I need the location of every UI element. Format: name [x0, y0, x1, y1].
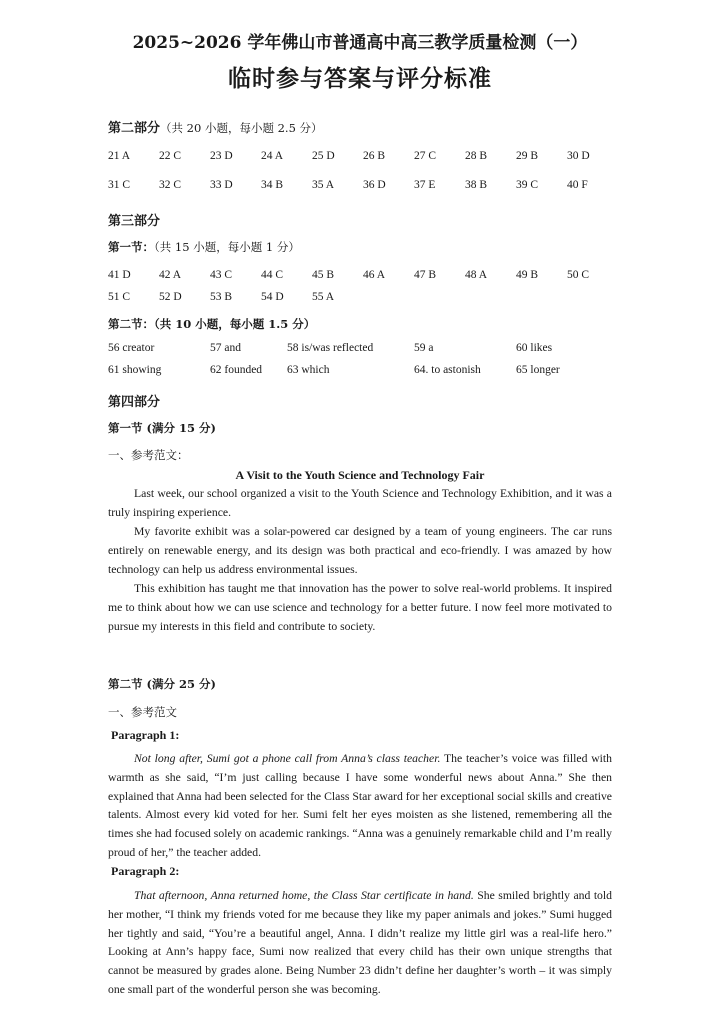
- part4-sec2-heading: 第二节 (满分 25 分): [108, 677, 216, 691]
- answer-item: 53 B: [210, 291, 233, 303]
- answer-item: 39 C: [516, 179, 539, 191]
- part2-heading: [108, 117, 323, 136]
- essay-title: A Visit to the Youth Science and Technology Fair: [235, 468, 485, 482]
- answer-item: 30 D: [567, 150, 590, 162]
- paragraph2-title: Paragraph 2:: [111, 864, 180, 878]
- answer-item: 48 A: [465, 269, 488, 281]
- part4-sec1-heading: 第一节 (满分 15 分): [108, 421, 216, 435]
- answer-item: 52 D: [159, 291, 182, 303]
- answer-item: 44 C: [261, 269, 284, 281]
- paragraph1-lead: Not long after, Sumi got a phone call from Anna’s class teacher.: [134, 752, 441, 765]
- part3-sec2-row-2: [108, 364, 628, 380]
- answer-item: 28 B: [465, 150, 488, 162]
- answer-item: 35 A: [312, 179, 335, 191]
- answer-item: 57 and: [210, 342, 241, 354]
- part3-sec1-heading: [108, 239, 300, 255]
- answer-item: 40 F: [567, 179, 588, 191]
- part3-answer-row-2: [108, 291, 628, 307]
- answer-item: 54 D: [261, 291, 284, 303]
- essay-paragraph: Last week, our school organized a visit to the Youth Science and Technology Exhibition, and it was a truly inspiring experience.: [108, 487, 612, 519]
- answer-item: 26 B: [363, 150, 386, 162]
- part4-heading: 第四部分: [108, 395, 161, 410]
- exam-title: 2025~2026 学年佛山市普通高中高三教学质量检测（一）: [132, 33, 588, 53]
- answer-item: 37 E: [414, 179, 436, 191]
- part3-answer-row-1: [108, 269, 628, 285]
- part2-answer-row-2: [108, 179, 628, 195]
- answer-item: 31 C: [108, 179, 131, 191]
- answer-item: 34 B: [261, 179, 284, 191]
- paragraph2-lead: That afternoon, Anna returned home, the Class Star certificate in hand.: [134, 889, 474, 902]
- answer-item: 47 B: [414, 269, 437, 281]
- answer-item: 22 C: [159, 150, 182, 162]
- answer-item: 46 A: [363, 269, 386, 281]
- answer-item: 62 founded: [210, 364, 263, 376]
- continuation-paragraph-2: [108, 887, 612, 1000]
- paragraph1-title: Paragraph 1:: [111, 728, 180, 742]
- answer-item: 41 D: [108, 269, 131, 281]
- part2-answer-row-1: [108, 150, 628, 166]
- part3-sec2-row-1: [108, 342, 628, 358]
- answer-item: 59 a: [414, 342, 434, 354]
- answer-item: 33 D: [210, 179, 233, 191]
- answer-item: 27 C: [414, 150, 437, 162]
- answer-item: 42 A: [159, 269, 182, 281]
- answer-item: 25 D: [312, 150, 335, 162]
- answer-item: 45 B: [312, 269, 335, 281]
- answer-item: 50 C: [567, 269, 590, 281]
- answer-item: 43 C: [210, 269, 233, 281]
- answer-key-title: 临时参与答案与评分标准: [228, 65, 492, 92]
- answer-item: 21 A: [108, 150, 131, 162]
- answer-item: 38 B: [465, 179, 488, 191]
- answer-item: 23 D: [210, 150, 233, 162]
- part3-sec1-note: （共 15 小题，每小题 1 分）: [154, 240, 300, 254]
- part4-sec2-ref-label: 一、参考范文: [108, 705, 177, 719]
- answer-item: 56 creator: [108, 342, 155, 354]
- answer-item: 24 A: [261, 150, 284, 162]
- part3-sec2-heading: 第二节：（共 10 小题，每小题 1.5 分）: [108, 317, 316, 331]
- essay-paragraph: This exhibition has taught me that innovation has the power to solve real-world problems. It inspired me to think about how we can use science and technology for a better future. I now feel more motivated to pursue my interests in this field and contribute to society.: [108, 582, 612, 633]
- answer-item: 49 B: [516, 269, 539, 281]
- paragraph2-body: She smiled brightly and told her mother, “I think my friends voted for me because they like my paper animals and jokes.” Sumi hugged her tightly and said, “You’re a beautiful angel, Anna. I didn’t realize my little girl was a real-life hero.” Looking at Ann’s happy face, Sumi now realized that every child has their own unique strengths that cannot be measured by grades alone. Being Number 23 didn’t define her daughter’s worth – it was simply one small part of the wonderful person she was becoming.: [108, 889, 612, 996]
- answer-item: 63 which: [287, 364, 330, 376]
- essay-paragraph: My favorite exhibit was a solar-powered car designed by a team of young engineers. The car runs entirely on renewable energy, and its design was both practical and eco-friendly. I was amazed by how technology can help us address environmental issues.: [108, 525, 612, 576]
- answer-item: 65 longer: [516, 364, 560, 376]
- part3-sec1-label: 第一节：: [108, 240, 154, 254]
- answer-item: 60 likes: [516, 342, 553, 354]
- answer-item: 51 C: [108, 291, 131, 303]
- part4-sec1-ref-label: 一、参考范文：: [108, 448, 189, 462]
- part2-note: （共 20 小题，每小题 2.5 分）: [160, 121, 323, 135]
- answer-item: 55 A: [312, 291, 335, 303]
- answer-item: 58 is/was reflected: [287, 342, 374, 354]
- paragraph1-body: The teacher’s voice was filled with warmth as she said, “I’m just calling because I have some wonderful news about Anna.” She then explained that Anna had been selected for the Class Star award for her exceptional social skills and creative talents. Almost every kid voted for her. Sumi felt her eyes moisten as she listened, remembering all the times she had focused solely on academic rankings. “Anna was a genuinely remarkable child and I’m really proud of her,” the teacher added.: [108, 752, 613, 859]
- answer-item: 64. to astonish: [414, 364, 481, 376]
- continuation-paragraph-1: [108, 750, 612, 863]
- answer-item: 29 B: [516, 150, 539, 162]
- answer-item: 36 D: [363, 179, 386, 191]
- part2-heading-label: 第二部分: [108, 121, 161, 136]
- part3-heading: 第三部分: [108, 214, 161, 229]
- answer-item: 32 C: [159, 179, 182, 191]
- answer-item: 61 showing: [108, 364, 162, 376]
